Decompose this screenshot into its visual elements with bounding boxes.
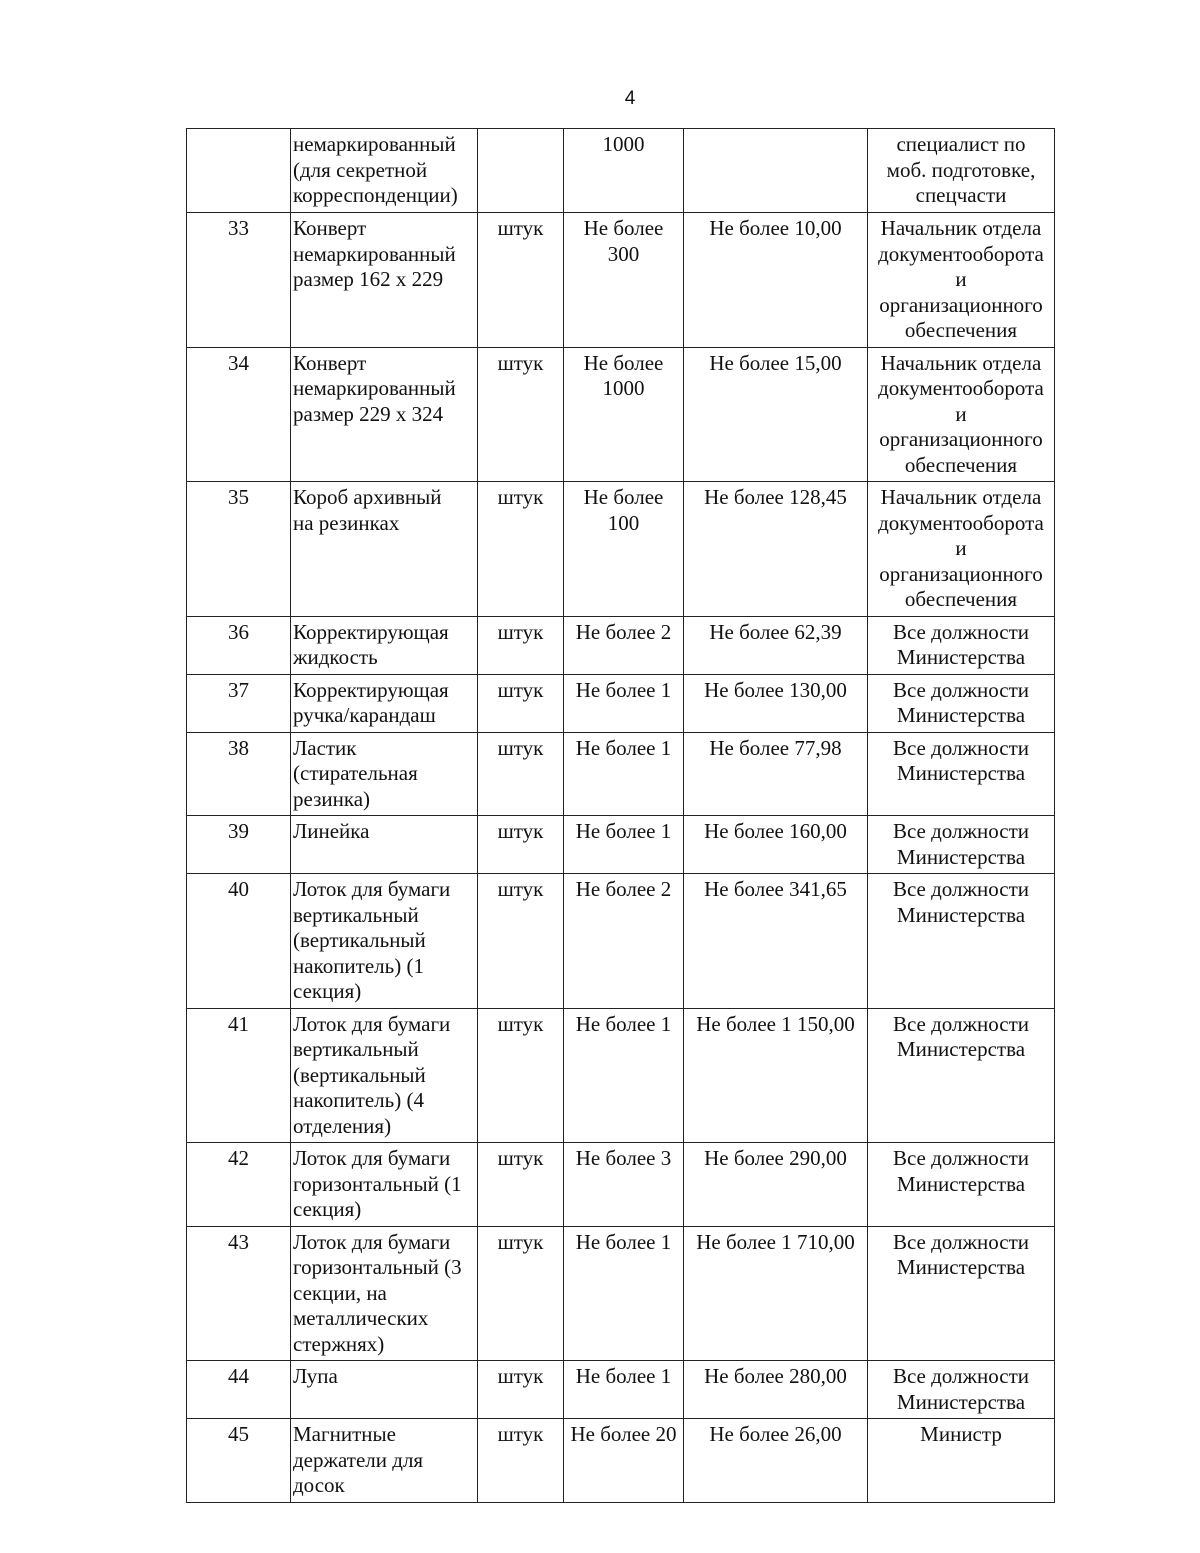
row-number-cell: 34 (187, 347, 291, 482)
quantity-cell: Не более 2 (564, 874, 684, 1009)
item-name-cell: Лоток для бумаги горизонтальный (3 секции, на металлических стержнях) (291, 1226, 478, 1361)
quantity-cell: Не более 1 (564, 1008, 684, 1143)
price-cell: Не более 26,00 (684, 1419, 868, 1503)
price-cell: Не более 77,98 (684, 732, 868, 816)
table-row (187, 1419, 1055, 1503)
item-name-cell: Корректирующая ручка/карандаш (291, 674, 478, 732)
position-cell: Начальник отдела документооборота и организационного обеспечения (868, 347, 1055, 482)
price-cell: Не более 341,65 (684, 874, 868, 1009)
price-cell: Не более 62,39 (684, 616, 868, 674)
quantity-cell: Не более 300 (564, 213, 684, 348)
position-cell: Все должности Министерства (868, 1361, 1055, 1419)
unit-cell: штук (478, 482, 564, 617)
price-cell: Не более 15,00 (684, 347, 868, 482)
price-cell: Не более 10,00 (684, 213, 868, 348)
position-cell: Все должности Министерства (868, 874, 1055, 1009)
position-cell: Все должности Министерства (868, 1008, 1055, 1143)
position-cell: Начальник отдела документооборота и организационного обеспечения (868, 213, 1055, 348)
unit-cell: штук (478, 874, 564, 1009)
unit-cell: штук (478, 1419, 564, 1503)
quantity-cell: Не более 1000 (564, 347, 684, 482)
unit-cell: штук (478, 1008, 564, 1143)
quantity-cell: Не более 1 (564, 674, 684, 732)
quantity-cell: Не более 1 (564, 1361, 684, 1419)
row-number-cell: 43 (187, 1226, 291, 1361)
table-row (187, 616, 1055, 674)
row-number-cell (187, 129, 291, 213)
quantity-cell: Не более 3 (564, 1143, 684, 1227)
unit-cell: штук (478, 674, 564, 732)
price-cell: Не более 1 710,00 (684, 1226, 868, 1361)
quantity-cell: Не более 1 (564, 816, 684, 874)
table-row (187, 1008, 1055, 1143)
row-number-cell: 45 (187, 1419, 291, 1503)
table-body (187, 129, 1055, 1503)
price-cell: Не более 128,45 (684, 482, 868, 617)
quantity-cell: Не более 1 (564, 732, 684, 816)
quantity-cell: Не более 2 (564, 616, 684, 674)
position-cell: Все должности Министерства (868, 732, 1055, 816)
unit-cell: штук (478, 213, 564, 348)
table-row (187, 347, 1055, 482)
position-cell: Все должности Министерства (868, 1226, 1055, 1361)
price-cell: Не более 130,00 (684, 674, 868, 732)
table-row (187, 674, 1055, 732)
price-cell: Не более 1 150,00 (684, 1008, 868, 1143)
position-cell: Все должности Министерства (868, 816, 1055, 874)
price-cell: Не более 160,00 (684, 816, 868, 874)
table-row (187, 1143, 1055, 1227)
unit-cell: штук (478, 347, 564, 482)
price-cell: Не более 280,00 (684, 1361, 868, 1419)
unit-cell: штук (478, 1226, 564, 1361)
item-name-cell: Конверт немаркированный размер 229 х 324 (291, 347, 478, 482)
quantity-cell: Не более 100 (564, 482, 684, 617)
table-row (187, 129, 1055, 213)
item-name-cell: Короб архивный на резинках (291, 482, 478, 617)
unit-cell: штук (478, 1143, 564, 1227)
unit-cell: штук (478, 732, 564, 816)
unit-cell (478, 129, 564, 213)
row-number-cell: 36 (187, 616, 291, 674)
price-cell (684, 129, 868, 213)
position-cell: Все должности Министерства (868, 1143, 1055, 1227)
position-cell: Министр (868, 1419, 1055, 1503)
quantity-cell: Не более 20 (564, 1419, 684, 1503)
item-name-cell: Лоток для бумаги горизонтальный (1 секция) (291, 1143, 478, 1227)
position-cell: Все должности Министерства (868, 616, 1055, 674)
row-number-cell: 39 (187, 816, 291, 874)
quantity-cell: Не более 1 (564, 1226, 684, 1361)
row-number-cell: 41 (187, 1008, 291, 1143)
row-number-cell: 33 (187, 213, 291, 348)
item-name-cell: Корректирующая жидкость (291, 616, 478, 674)
table-row (187, 1226, 1055, 1361)
page-number: 4 (624, 88, 636, 109)
item-name-cell: Конверт немаркированный размер 162 х 229 (291, 213, 478, 348)
item-name-cell: Ластик (стирательная резинка) (291, 732, 478, 816)
item-name-cell: Лоток для бумаги вертикальный (вертикальный накопитель) (1 секция) (291, 874, 478, 1009)
supply-norms-table (186, 128, 1055, 1503)
item-name-cell: Лупа (291, 1361, 478, 1419)
item-name-cell: немаркированный (для секретной корреспонденции) (291, 129, 478, 213)
row-number-cell: 42 (187, 1143, 291, 1227)
price-cell: Не более 290,00 (684, 1143, 868, 1227)
position-cell: Начальник отдела документооборота и организационного обеспечения (868, 482, 1055, 617)
table-row (187, 732, 1055, 816)
quantity-cell: 1000 (564, 129, 684, 213)
table-row (187, 213, 1055, 348)
row-number-cell: 37 (187, 674, 291, 732)
unit-cell: штук (478, 816, 564, 874)
row-number-cell: 40 (187, 874, 291, 1009)
table-row (187, 874, 1055, 1009)
item-name-cell: Линейка (291, 816, 478, 874)
position-cell: Все должности Министерства (868, 674, 1055, 732)
row-number-cell: 35 (187, 482, 291, 617)
table-row (187, 816, 1055, 874)
position-cell: специалист по моб. подготовке, спецчасти (868, 129, 1055, 213)
unit-cell: штук (478, 1361, 564, 1419)
table-row (187, 1361, 1055, 1419)
item-name-cell: Магнитные держатели для досок (291, 1419, 478, 1503)
row-number-cell: 44 (187, 1361, 291, 1419)
unit-cell: штук (478, 616, 564, 674)
row-number-cell: 38 (187, 732, 291, 816)
item-name-cell: Лоток для бумаги вертикальный (вертикальный накопитель) (4 отделения) (291, 1008, 478, 1143)
table-row (187, 482, 1055, 617)
